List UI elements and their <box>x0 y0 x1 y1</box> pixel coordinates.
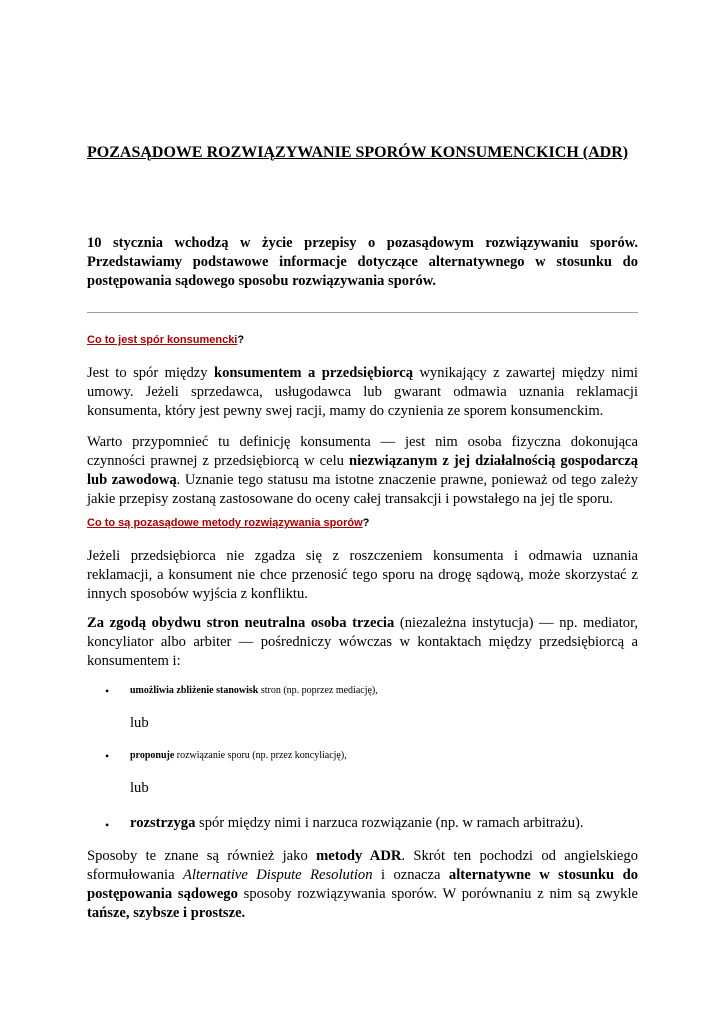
list-item-text <box>130 684 638 698</box>
bold-run: tańsze, szybsze i prostsze. <box>87 905 246 921</box>
text-run: Warto przypomnieć tu definicję konsumenta — jest nim osoba fizyczna dokonująca czynności prawnej z przedsiębiorcą w celu <box>87 434 638 469</box>
question-heading-1-text: Co to jest spór konsumencki <box>87 334 238 346</box>
text-run: Jest to spór między <box>87 365 214 381</box>
horizontal-rule <box>87 312 638 313</box>
bullet-icon: • <box>105 684 110 698</box>
connector-lub: lub <box>130 715 149 731</box>
paragraph-out-of-court: Jeżeli przedsiębiorca nie zgadza się z roszczeniem konsumenta i odmawia uznania reklamacji, a konsument nie chce przenosić tego sporu na drogę sądową, może skorzystać z innych sposobów wyjścia z konfliktu. <box>87 548 638 602</box>
text-run: . Skrót ten pochodzi od angielskiego sformułowania <box>87 848 638 883</box>
bold-run: umożliwia zbliżenie stanowisk <box>130 685 259 696</box>
document-title: POZASĄDOWE ROZWIĄZYWANIE SPORÓW KONSUMENCKICH (ADR) <box>87 144 629 161</box>
bold-run: Za zgodą obydwu stron neutralna osoba trzecia <box>87 615 395 631</box>
bold-run: niezwiązanym z jej działalnością gospodarczą lub zawodową <box>87 453 639 488</box>
text-run: . Uznanie tego statusu ma istotne znaczenie prawne, ponieważ od tego zależy jakie przepisy zostaną zastosowane do oceny całej transakcji i powstałego na jej tle sporu. <box>87 472 638 507</box>
bold-run: alternatywne w stosunku do postępowania sądowego <box>87 867 639 902</box>
paragraph-consumer-definition <box>87 433 638 509</box>
text-run: i oznacza <box>372 867 449 883</box>
bullet-icon: • <box>105 818 110 832</box>
bold-run: konsumentem a przedsiębiorcą <box>214 365 414 381</box>
lead-paragraph: 10 stycznia wchodzą w życie przepisy o pozasądowym rozwiązywaniu sporów. Przedstawiamy podstawowe informacje dotyczące alternatywnego w stosunku do postępowania sądowego sposobu rozwiązywania sporów. <box>87 235 638 289</box>
paragraph-consumer-dispute <box>87 364 638 421</box>
text-run: sposoby rozwiązywania sporów. W porównaniu z nim są zwykle <box>237 886 638 902</box>
text-run: wynikający z zawartej między nimi umowy. Jeżeli sprzedawca, usługodawca lub gwarant odmawia uznania reklamacji konsumenta, który jest pewny swej racji, mamy do czynienia ze sporem konsumenckim. <box>87 365 638 419</box>
text-run: rozwiązanie sporu (np. przez koncyliację), <box>174 750 347 761</box>
question-heading-2-text: Co to są pozasądowe metody rozwiązywania sporów <box>87 517 363 529</box>
bold-run: proponuje <box>130 750 175 761</box>
question-heading-2 <box>87 516 638 530</box>
paragraph-adr-methods <box>87 847 638 923</box>
question-mark: ? <box>237 334 245 346</box>
question-heading-1 <box>87 333 638 347</box>
connector-lub: lub <box>130 780 149 796</box>
list-item-text <box>130 814 638 833</box>
bullet-icon: • <box>105 749 110 763</box>
text-run: spór między nimi i narzuca rozwiązanie (np. w ramach arbitrażu). <box>195 815 584 831</box>
text-run: Sposoby te znane są również jako <box>87 848 317 864</box>
bold-run: metody ADR <box>316 848 402 864</box>
text-run: (niezależna instytucja) — np. mediator, koncyliator albo arbiter — pośredniczy wówczas w kontaktach między przedsiębiorcą a konsumentem i: <box>87 615 638 669</box>
paragraph-neutral-party <box>87 614 638 671</box>
bold-run: rozstrzyga <box>130 815 196 831</box>
italic-run: Alternative Dispute Resolution <box>182 867 373 883</box>
question-mark: ? <box>362 517 370 529</box>
text-run: stron (np. poprzez mediację), <box>258 685 378 696</box>
list-item-text <box>130 749 638 763</box>
